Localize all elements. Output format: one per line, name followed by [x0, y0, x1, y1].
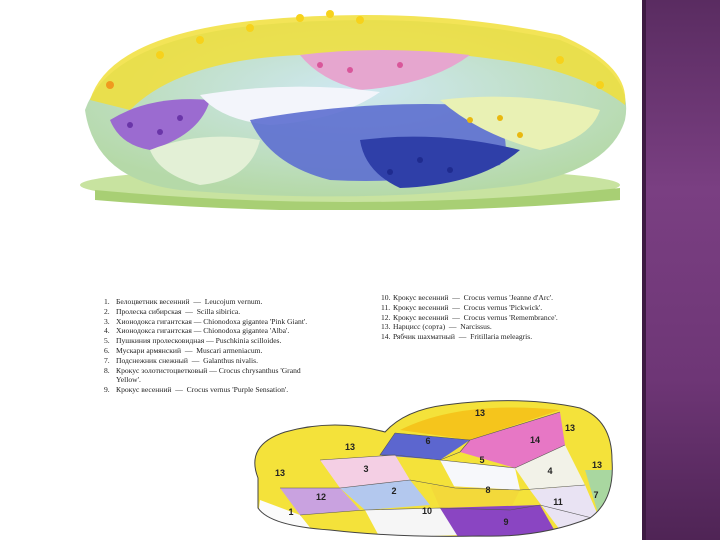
label-13-left: 13: [274, 468, 286, 478]
label-13-top: 13: [474, 408, 486, 418]
legend-number: 13.: [381, 322, 391, 332]
legend-text: Хионодокса гигантская — Chionodoxa gigantea 'Pink Giant'.: [116, 316, 308, 326]
legend-text: Белоцветник весенний — Leucojum vernum.: [116, 297, 263, 306]
side-decorative-stripe: [642, 0, 720, 540]
label-7: 7: [593, 490, 599, 500]
label-13-right-top: 13: [564, 423, 576, 433]
label-11: 11: [553, 497, 563, 507]
legend-number: 11.: [381, 302, 391, 312]
label-2: 2: [391, 486, 397, 496]
legend-text: Хионодокса гигантская — Chionodoxa gigantea 'Alba'.: [116, 326, 290, 336]
legend-text: Крокус золотистоцветковый — Crocus chrysanthus 'Grand Yellow'.: [116, 365, 301, 385]
legend-number: 10.: [381, 293, 391, 302]
legend-text: Рябчик шахматный — Fritillaria meleagris.: [393, 332, 533, 342]
legend-number: 12.: [381, 312, 391, 322]
label-10: 10: [421, 506, 433, 516]
legend-number: 14.: [381, 332, 391, 342]
legend-text: Пушкиния пролесковидная — Puschkinia scilloides.: [116, 336, 282, 346]
legend-number: 2.: [104, 306, 110, 316]
label-9: 9: [503, 517, 509, 527]
legend-text: Крокус весенний — Crocus vernus 'Pickwick'.: [393, 302, 543, 312]
legend-number: 7.: [104, 355, 110, 365]
label-14: 14: [529, 435, 541, 445]
legend-text: Пролеска сибирская — Scilla sibirica.: [116, 306, 241, 316]
legend-number: 8.: [104, 365, 110, 375]
label-8: 8: [485, 485, 491, 495]
label-6: 6: [425, 436, 431, 446]
legend-number: 9.: [104, 385, 110, 395]
zone-9: [440, 505, 560, 540]
label-4: 4: [547, 466, 553, 476]
label-12: 12: [315, 492, 327, 502]
legend-number: 3.: [104, 316, 110, 326]
label-13-right: 13: [591, 460, 603, 470]
label-1: 1: [288, 507, 294, 517]
label-5: 5: [479, 455, 485, 465]
legend-number: 1.: [104, 297, 110, 306]
legend-number: 4.: [104, 326, 110, 336]
legend-text: Крокус весенний — Crocus vernus 'Remembrance'.: [393, 312, 558, 322]
label-13-left-top: 13: [344, 442, 356, 452]
legend-number: 5.: [104, 336, 110, 346]
legend-text: Крокус весенний — Crocus vernus 'Jeanne d'Arc'.: [393, 293, 553, 302]
legend-text: Нарцисс (сорта) — Narcissus.: [393, 322, 492, 332]
legend-number: 6.: [104, 345, 110, 355]
label-3: 3: [363, 464, 369, 474]
legend-text: Крокус весенний — Crocus vernus 'Purple Sensation'.: [116, 385, 289, 395]
legend-text: Мускари армянский — Muscari armeniacum.: [116, 345, 263, 355]
legend-text: Подснежник снежный — Galanthus nivalis.: [116, 355, 258, 365]
